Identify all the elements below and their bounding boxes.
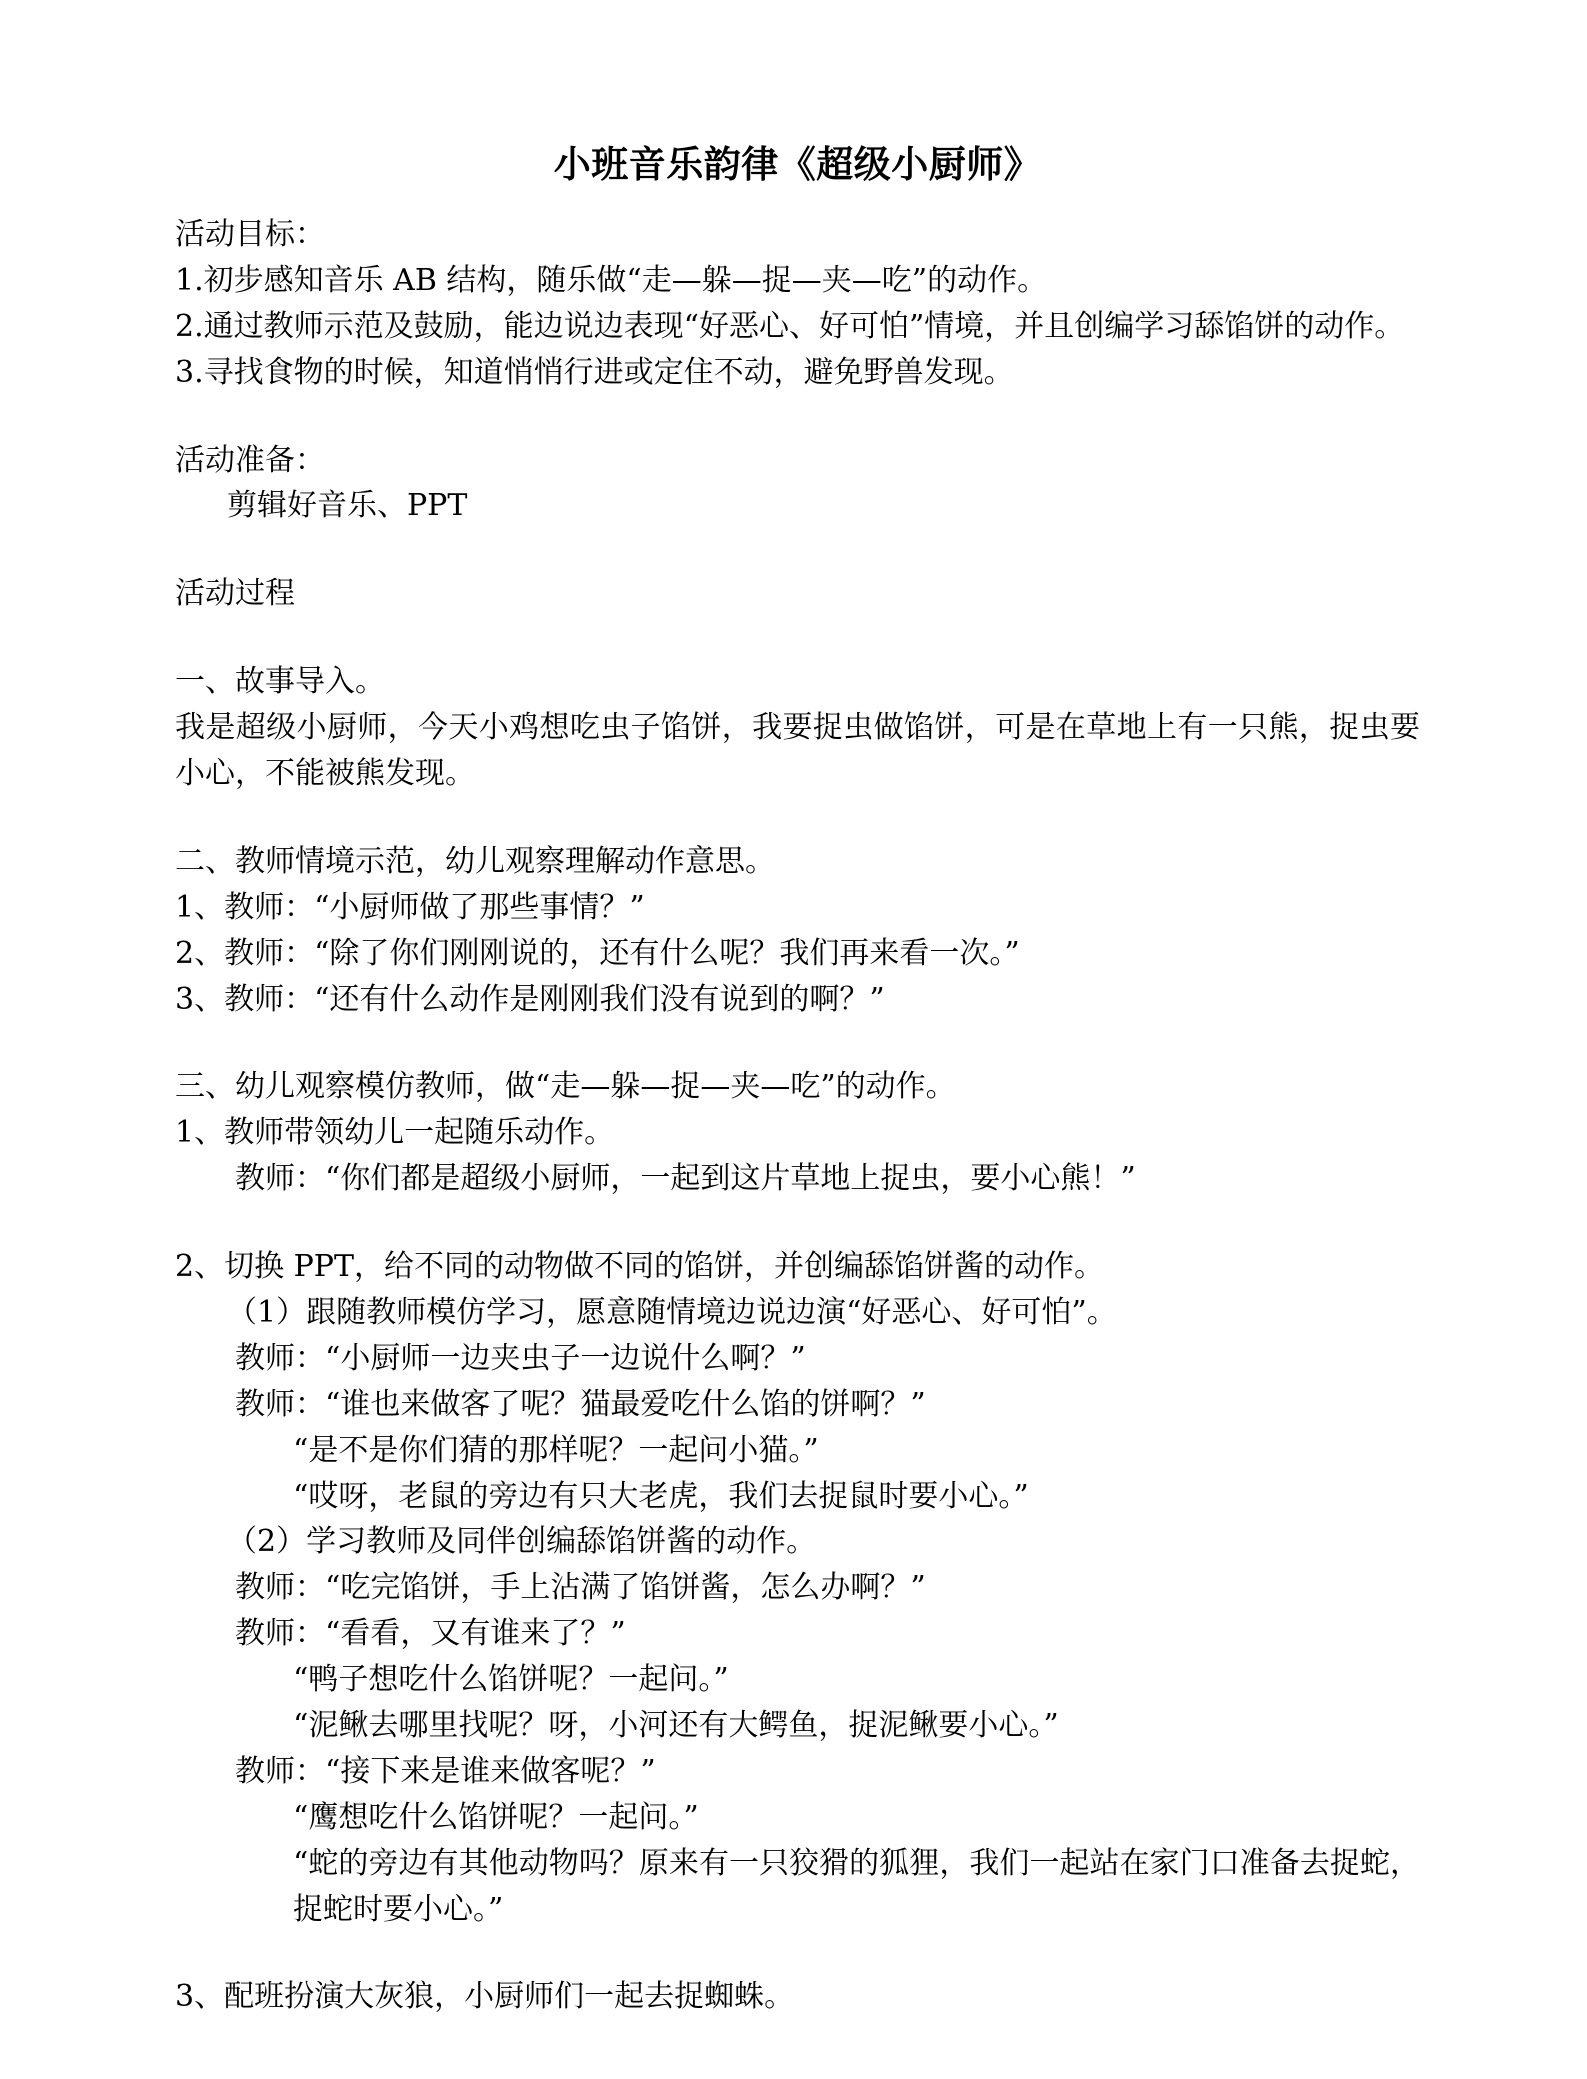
activity-goal-2: 2.通过教师示范及鼓励，能边说边表现“好恶心、好可怕”情境，并且创编学习舔馅饼的动作。 — [175, 308, 1405, 344]
activity-preparation-item: 剪辑好音乐、PPT — [227, 488, 468, 524]
section-three-item-1: 1、教师带领幼儿一起随乐动作。 — [175, 1115, 615, 1151]
section-one-body: 我是超级小厨师，今天小鸡想吃虫子馅饼，我要捉虫做馅饼，可是在草地上有一只熊，捉虫要小心，不能被熊发现。 — [175, 710, 1420, 791]
section-three-item-2-line-11: “蛇的旁边有其他动物吗？原来有一只狡猾的狐狸，我们一起站在家门口准备去捉蛇，捉蛇时要小心。” — [293, 1845, 1420, 1927]
section-three-item-2-sub-2: （2）学习教师及同伴创编舔馅饼酱的动作。 — [227, 1524, 817, 1560]
activity-goals-heading: 活动目标： — [175, 216, 325, 252]
spacer — [175, 1932, 1420, 1974]
section-three-item-2-line-9: 教师：“接下来是谁来做客呢？” — [235, 1753, 656, 1789]
section-three-item-2-line-2: 教师：“谁也来做客了呢？猫最爱吃什么馅的饼啊？” — [235, 1386, 926, 1422]
spacer — [175, 529, 1420, 571]
activity-goal-3: 3.寻找食物的时候，知道悄悄行进或定住不动，避免野兽发现。 — [175, 354, 1014, 390]
section-three-item-2: 2、切换 PPT，给不同的动物做不同的馅饼，并创编舔馅饼酱的动作。 — [175, 1249, 1105, 1285]
section-three-item-2-line-6: 教师：“看看，又有谁来了？” — [235, 1616, 626, 1652]
section-two-item-2: 2、教师：“除了你们刚刚说的，还有什么呢？我们再来看一次。” — [175, 935, 1020, 971]
section-three-item-2-line-3: “是不是你们猜的那样呢？一起问小猫。” — [293, 1432, 819, 1468]
section-three-item-2-line-8: “泥鳅去哪里找呢？呀，小河还有大鳄鱼，捉泥鳅要小心。” — [293, 1707, 1059, 1743]
section-one-heading: 一、故事导入。 — [175, 664, 385, 700]
page-title: 小班音乐韵律《超级小厨师》 — [553, 142, 1042, 186]
section-three-item-2-line-5: 教师：“吃完馅饼，手上沾满了馅饼酱，怎么办啊？” — [235, 1570, 926, 1606]
spacer — [175, 617, 1420, 659]
activity-preparation-heading: 活动准备： — [175, 442, 325, 478]
section-two-heading: 二、教师情境示范，幼儿观察理解动作意思。 — [175, 843, 775, 879]
spacer — [175, 1202, 1420, 1244]
spacer — [175, 1022, 1420, 1064]
section-three-item-2-line-1: 教师：“小厨师一边夹虫子一边说什么啊？” — [235, 1340, 806, 1376]
activity-goal-1: 1.初步感知音乐 AB 结构，随乐做“走—躲—捉—夹—吃”的动作。 — [175, 262, 1048, 298]
section-three-item-3: 3、配班扮演大灰狼，小厨师们一起去捉蜘蛛。 — [175, 1979, 795, 2015]
activity-process-heading: 活动过程 — [175, 576, 295, 612]
section-three-heading: 三、幼儿观察模仿教师，做“走—躲—捉—夹—吃”的动作。 — [175, 1069, 956, 1105]
section-two-item-1: 1、教师：“小厨师做了那些事情？” — [175, 889, 645, 925]
spacer — [175, 797, 1420, 839]
section-three-item-2-sub-1: （1）跟随教师模仿学习，愿意随情境边说边演“好恶心、好可怕”。 — [227, 1294, 1117, 1330]
section-three-item-2-line-7: “鸭子想吃什么馅饼呢？一起问。” — [293, 1662, 729, 1698]
section-three-item-1-quote: 教师：“你们都是超级小厨师，一起到这片草地上捉虫，要小心熊！” — [235, 1161, 1136, 1197]
section-three-item-2-line-10: “鹰想吃什么馅饼呢？一起问。” — [293, 1799, 699, 1835]
section-three-item-2-line-4: “哎呀，老鼠的旁边有只大老虎，我们去捉鼠时要小心。” — [293, 1478, 1029, 1514]
document-content — [175, 0, 1420, 2020]
spacer — [175, 396, 1420, 438]
section-two-item-3: 3、教师：“还有什么动作是刚刚我们没有说到的啊？” — [175, 981, 885, 1017]
